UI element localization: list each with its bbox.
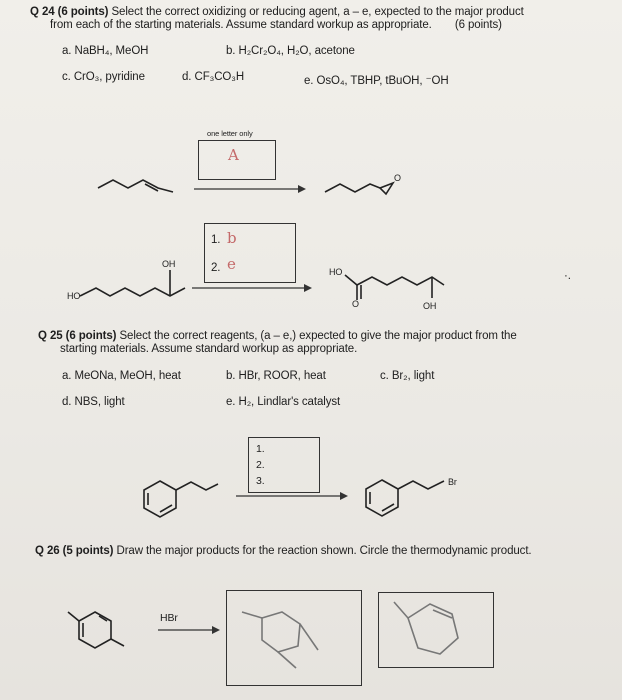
handwritten-product-2 bbox=[408, 604, 458, 654]
q25-option-e: e. H₂, Lindlar's catalyst bbox=[226, 396, 341, 408]
q24-handwritten-step-2: e bbox=[227, 255, 236, 273]
q24-option-a: a. NaBH₄, MeOH bbox=[62, 45, 149, 57]
o-label-product: O bbox=[352, 299, 359, 309]
one-letter-only-note: one letter only bbox=[207, 129, 253, 138]
svg-text:O: O bbox=[394, 173, 402, 183]
q24-prompt-line2: from each of the starting materials. Assume standard workup as appropriate. (6 points) bbox=[50, 19, 502, 31]
q24-option-b: b. H₂Cr₂O₄, H₂O, acetone bbox=[226, 45, 355, 57]
q24-option-c: c. CrO₃, pyridine bbox=[62, 71, 145, 83]
epoxide-product-structure bbox=[325, 184, 380, 192]
product-structure-2 bbox=[345, 275, 444, 285]
q25-prompt: Q 25 (6 points) Select the correct reagents, (a – e,) expected to give the major product from the bbox=[38, 330, 517, 342]
q25-option-c: c. Br₂, light bbox=[380, 370, 435, 382]
handwritten-product-1 bbox=[262, 612, 300, 652]
q24-option-d: d. CF₃CO₃H bbox=[182, 71, 245, 83]
q25-option-a: a. MeONa, MeOH, heat bbox=[62, 370, 181, 382]
ho-label-product: HO bbox=[329, 267, 343, 277]
stray-mark: ·. bbox=[564, 270, 571, 282]
q25-step-3-label: 3. bbox=[256, 475, 265, 487]
br-label-product: Br bbox=[448, 477, 457, 487]
q26-prompt: Q 26 (5 points) Draw the major products for the reaction shown. Circle the thermodynamic product. bbox=[35, 545, 532, 557]
q24-step-2-label: 2. bbox=[211, 262, 221, 274]
q24-step-1-label: 1. bbox=[211, 234, 221, 246]
ho-label-start: HO bbox=[67, 291, 81, 301]
q24-handwritten-step-1: b bbox=[227, 229, 237, 247]
q25-step-2-label: 2. bbox=[256, 459, 265, 471]
hbr-reagent-label: HBr bbox=[160, 612, 178, 624]
oh-label-start: OH bbox=[162, 259, 176, 269]
q24-handwritten-answer-1: A bbox=[228, 146, 239, 164]
q25-option-d: d. NBS, light bbox=[62, 396, 125, 408]
alkene-start-structure bbox=[98, 180, 173, 192]
q25-prompt-line2: starting materials. Assume standard workup as appropriate. bbox=[60, 343, 358, 355]
q24-option-e: e. OsO₄, TBHP, tBuOH, ⁻OH bbox=[304, 75, 449, 87]
q24-prompt: Q 24 (6 points) Select the correct oxidizing or reducing agent, a – e, expected to the major product bbox=[30, 6, 524, 18]
diene-start-structure bbox=[79, 612, 111, 648]
oh-label-product: OH bbox=[423, 301, 437, 311]
q25-step-1-label: 1. bbox=[256, 443, 265, 455]
q25-option-b: b. HBr, ROOR, heat bbox=[226, 370, 326, 382]
